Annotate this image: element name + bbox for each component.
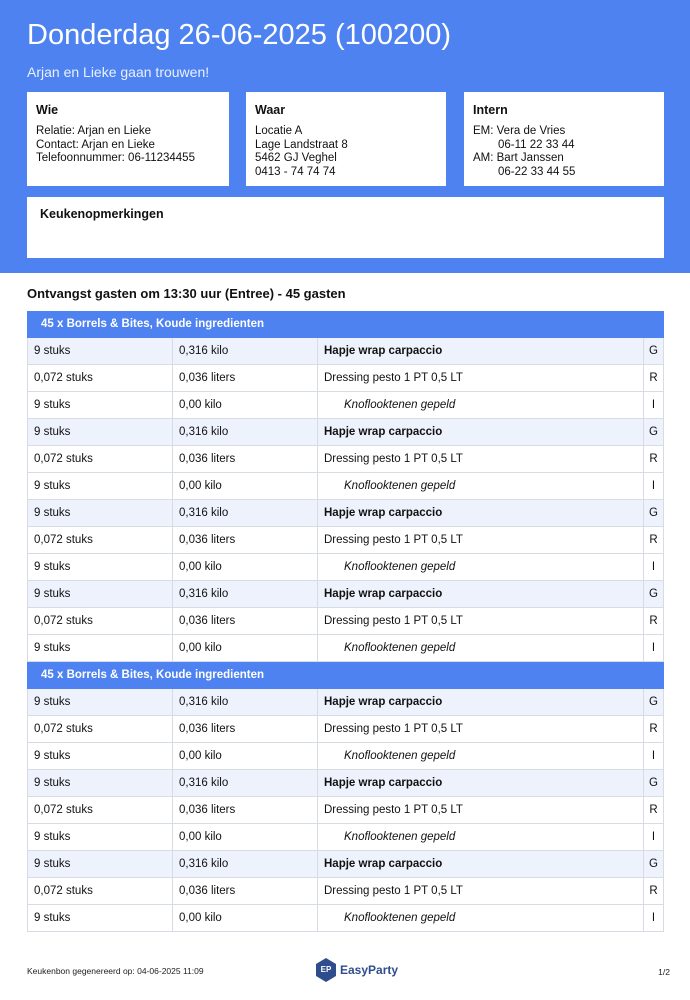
quantity-cell: 9 stuks	[27, 824, 172, 850]
amount-cell: 0,316 kilo	[172, 419, 317, 445]
group-header: 45 x Borrels & Bites, Koude ingredienten	[27, 662, 664, 689]
quantity-cell: 9 stuks	[27, 743, 172, 769]
table-row	[27, 419, 664, 446]
code-cell: R	[643, 878, 664, 904]
quantity-cell: 9 stuks	[27, 905, 172, 931]
card-waar-title: Waar	[255, 103, 286, 117]
code-cell: R	[643, 608, 664, 634]
page-number: 1/2	[658, 967, 670, 977]
footer-generated: Keukenbon gegenereerd op: 04-06-2025 11:09	[27, 966, 204, 976]
product-cell: Dressing pesto 1 PT 0,5 LT	[317, 878, 643, 904]
product-cell: Knoflooktenen gepeld	[317, 554, 643, 580]
quantity-cell: 0,072 stuks	[27, 365, 172, 391]
card-intern-line: 06-11 22 33 44	[498, 138, 575, 151]
table-row	[27, 689, 664, 716]
product-cell: Hapje wrap carpaccio	[317, 338, 643, 364]
code-cell: I	[643, 473, 664, 499]
table-row	[27, 446, 664, 473]
header-banner	[0, 0, 690, 273]
code-cell: R	[643, 527, 664, 553]
product-cell: Hapje wrap carpaccio	[317, 581, 643, 607]
table-row	[27, 824, 664, 851]
product-cell: Dressing pesto 1 PT 0,5 LT	[317, 365, 643, 391]
table-row	[27, 581, 664, 608]
group-header: 45 x Borrels & Bites, Koude ingredienten	[27, 311, 664, 338]
product-cell: Knoflooktenen gepeld	[317, 635, 643, 661]
code-cell: G	[643, 338, 664, 364]
product-cell: Hapje wrap carpaccio	[317, 500, 643, 526]
quantity-cell: 9 stuks	[27, 770, 172, 796]
quantity-cell: 9 stuks	[27, 635, 172, 661]
quantity-cell: 0,072 stuks	[27, 878, 172, 904]
quantity-cell: 0,072 stuks	[27, 797, 172, 823]
table-row	[27, 851, 664, 878]
page-title: Donderdag 26-06-2025 (100200)	[27, 19, 452, 51]
card-keukenopmerkingen	[27, 197, 664, 258]
card-waar-line: Lage Landstraat 8	[255, 138, 348, 151]
code-cell: I	[643, 554, 664, 580]
table-row	[27, 878, 664, 905]
quantity-cell: 9 stuks	[27, 473, 172, 499]
card-waar	[246, 92, 446, 186]
card-intern-line: EM: Vera de Vries	[473, 125, 566, 137]
quantity-cell: 0,072 stuks	[27, 527, 172, 553]
amount-cell: 0,036 liters	[172, 446, 317, 472]
product-cell: Dressing pesto 1 PT 0,5 LT	[317, 608, 643, 634]
table-row	[27, 770, 664, 797]
logo-hexagon-icon	[316, 958, 336, 982]
product-cell: Hapje wrap carpaccio	[317, 851, 643, 877]
amount-cell: 0,036 liters	[172, 608, 317, 634]
quantity-cell: 9 stuks	[27, 689, 172, 715]
amount-cell: 0,036 liters	[172, 716, 317, 742]
amount-cell: 0,00 kilo	[172, 635, 317, 661]
code-cell: G	[643, 419, 664, 445]
quantity-cell: 0,072 stuks	[27, 608, 172, 634]
quantity-cell: 9 stuks	[27, 554, 172, 580]
amount-cell: 0,00 kilo	[172, 392, 317, 418]
card-wie	[27, 92, 229, 186]
code-cell: G	[643, 851, 664, 877]
code-cell: G	[643, 770, 664, 796]
table-row	[27, 905, 664, 932]
amount-cell: 0,316 kilo	[172, 581, 317, 607]
quantity-cell: 9 stuks	[27, 338, 172, 364]
table-row	[27, 743, 664, 770]
card-intern-title: Intern	[473, 103, 508, 117]
card-wie-line: Telefoonnummer: 06-11234455	[36, 152, 195, 164]
amount-cell: 0,316 kilo	[172, 851, 317, 877]
amount-cell: 0,316 kilo	[172, 338, 317, 364]
code-cell: I	[643, 743, 664, 769]
quantity-cell: 9 stuks	[27, 392, 172, 418]
amount-cell: 0,00 kilo	[172, 554, 317, 580]
table-row	[27, 527, 664, 554]
code-cell: R	[643, 446, 664, 472]
table-row	[27, 554, 664, 581]
amount-cell: 0,316 kilo	[172, 500, 317, 526]
table-row	[27, 608, 664, 635]
card-intern-line: AM: Bart Janssen	[473, 152, 564, 164]
quantity-cell: 9 stuks	[27, 500, 172, 526]
code-cell: I	[643, 905, 664, 931]
amount-cell: 0,00 kilo	[172, 473, 317, 499]
product-cell: Hapje wrap carpaccio	[317, 770, 643, 796]
card-wie-title: Wie	[36, 103, 59, 117]
code-cell: I	[643, 392, 664, 418]
section-title: Ontvangst gasten om 13:30 uur (Entree) - 45 gasten	[27, 286, 346, 301]
table-row	[27, 365, 664, 392]
amount-cell: 0,00 kilo	[172, 743, 317, 769]
code-cell: I	[643, 635, 664, 661]
easyparty-logo	[316, 958, 398, 982]
product-cell: Dressing pesto 1 PT 0,5 LT	[317, 527, 643, 553]
quantity-cell: 0,072 stuks	[27, 716, 172, 742]
amount-cell: 0,036 liters	[172, 527, 317, 553]
quantity-cell: 9 stuks	[27, 581, 172, 607]
page-subtitle: Arjan en Lieke gaan trouwen!	[27, 64, 210, 80]
amount-cell: 0,036 liters	[172, 878, 317, 904]
product-cell: Dressing pesto 1 PT 0,5 LT	[317, 446, 643, 472]
amount-cell: 0,316 kilo	[172, 689, 317, 715]
product-cell: Dressing pesto 1 PT 0,5 LT	[317, 797, 643, 823]
card-keuken-title: Keukenopmerkingen	[40, 207, 164, 221]
amount-cell: 0,036 liters	[172, 797, 317, 823]
product-cell: Knoflooktenen gepeld	[317, 473, 643, 499]
card-waar-line: 5462 GJ Veghel	[255, 152, 337, 164]
card-intern-line: 06-22 33 44 55	[498, 165, 576, 178]
product-cell: Hapje wrap carpaccio	[317, 689, 643, 715]
product-cell: Knoflooktenen gepeld	[317, 905, 643, 931]
code-cell: R	[643, 797, 664, 823]
product-cell: Dressing pesto 1 PT 0,5 LT	[317, 716, 643, 742]
amount-cell: 0,00 kilo	[172, 824, 317, 850]
code-cell: I	[643, 824, 664, 850]
quantity-cell: 0,072 stuks	[27, 446, 172, 472]
quantity-cell: 9 stuks	[27, 851, 172, 877]
table-row	[27, 716, 664, 743]
product-cell: Knoflooktenen gepeld	[317, 824, 643, 850]
table-row	[27, 500, 664, 527]
logo-text: EasyParty	[340, 963, 399, 977]
amount-cell: 0,316 kilo	[172, 770, 317, 796]
amount-cell: 0,00 kilo	[172, 905, 317, 931]
table-row	[27, 338, 664, 365]
code-cell: R	[643, 365, 664, 391]
logo-letters: EP	[320, 965, 332, 974]
card-waar-line: 0413 - 74 74 74	[255, 165, 336, 178]
amount-cell: 0,036 liters	[172, 365, 317, 391]
table-row	[27, 797, 664, 824]
product-cell: Knoflooktenen gepeld	[317, 392, 643, 418]
code-cell: G	[643, 581, 664, 607]
table-row	[27, 635, 664, 662]
card-intern	[464, 92, 664, 186]
quantity-cell: 9 stuks	[27, 419, 172, 445]
table-row	[27, 392, 664, 419]
product-cell: Hapje wrap carpaccio	[317, 419, 643, 445]
product-cell: Knoflooktenen gepeld	[317, 743, 643, 769]
card-waar-line: Locatie A	[255, 125, 303, 137]
card-wie-line: Relatie: Arjan en Lieke	[36, 125, 152, 137]
table-row	[27, 473, 664, 500]
code-cell: R	[643, 716, 664, 742]
ingredient-table	[27, 311, 664, 932]
code-cell: G	[643, 689, 664, 715]
code-cell: G	[643, 500, 664, 526]
card-wie-line: Contact: Arjan en Lieke	[36, 138, 155, 151]
